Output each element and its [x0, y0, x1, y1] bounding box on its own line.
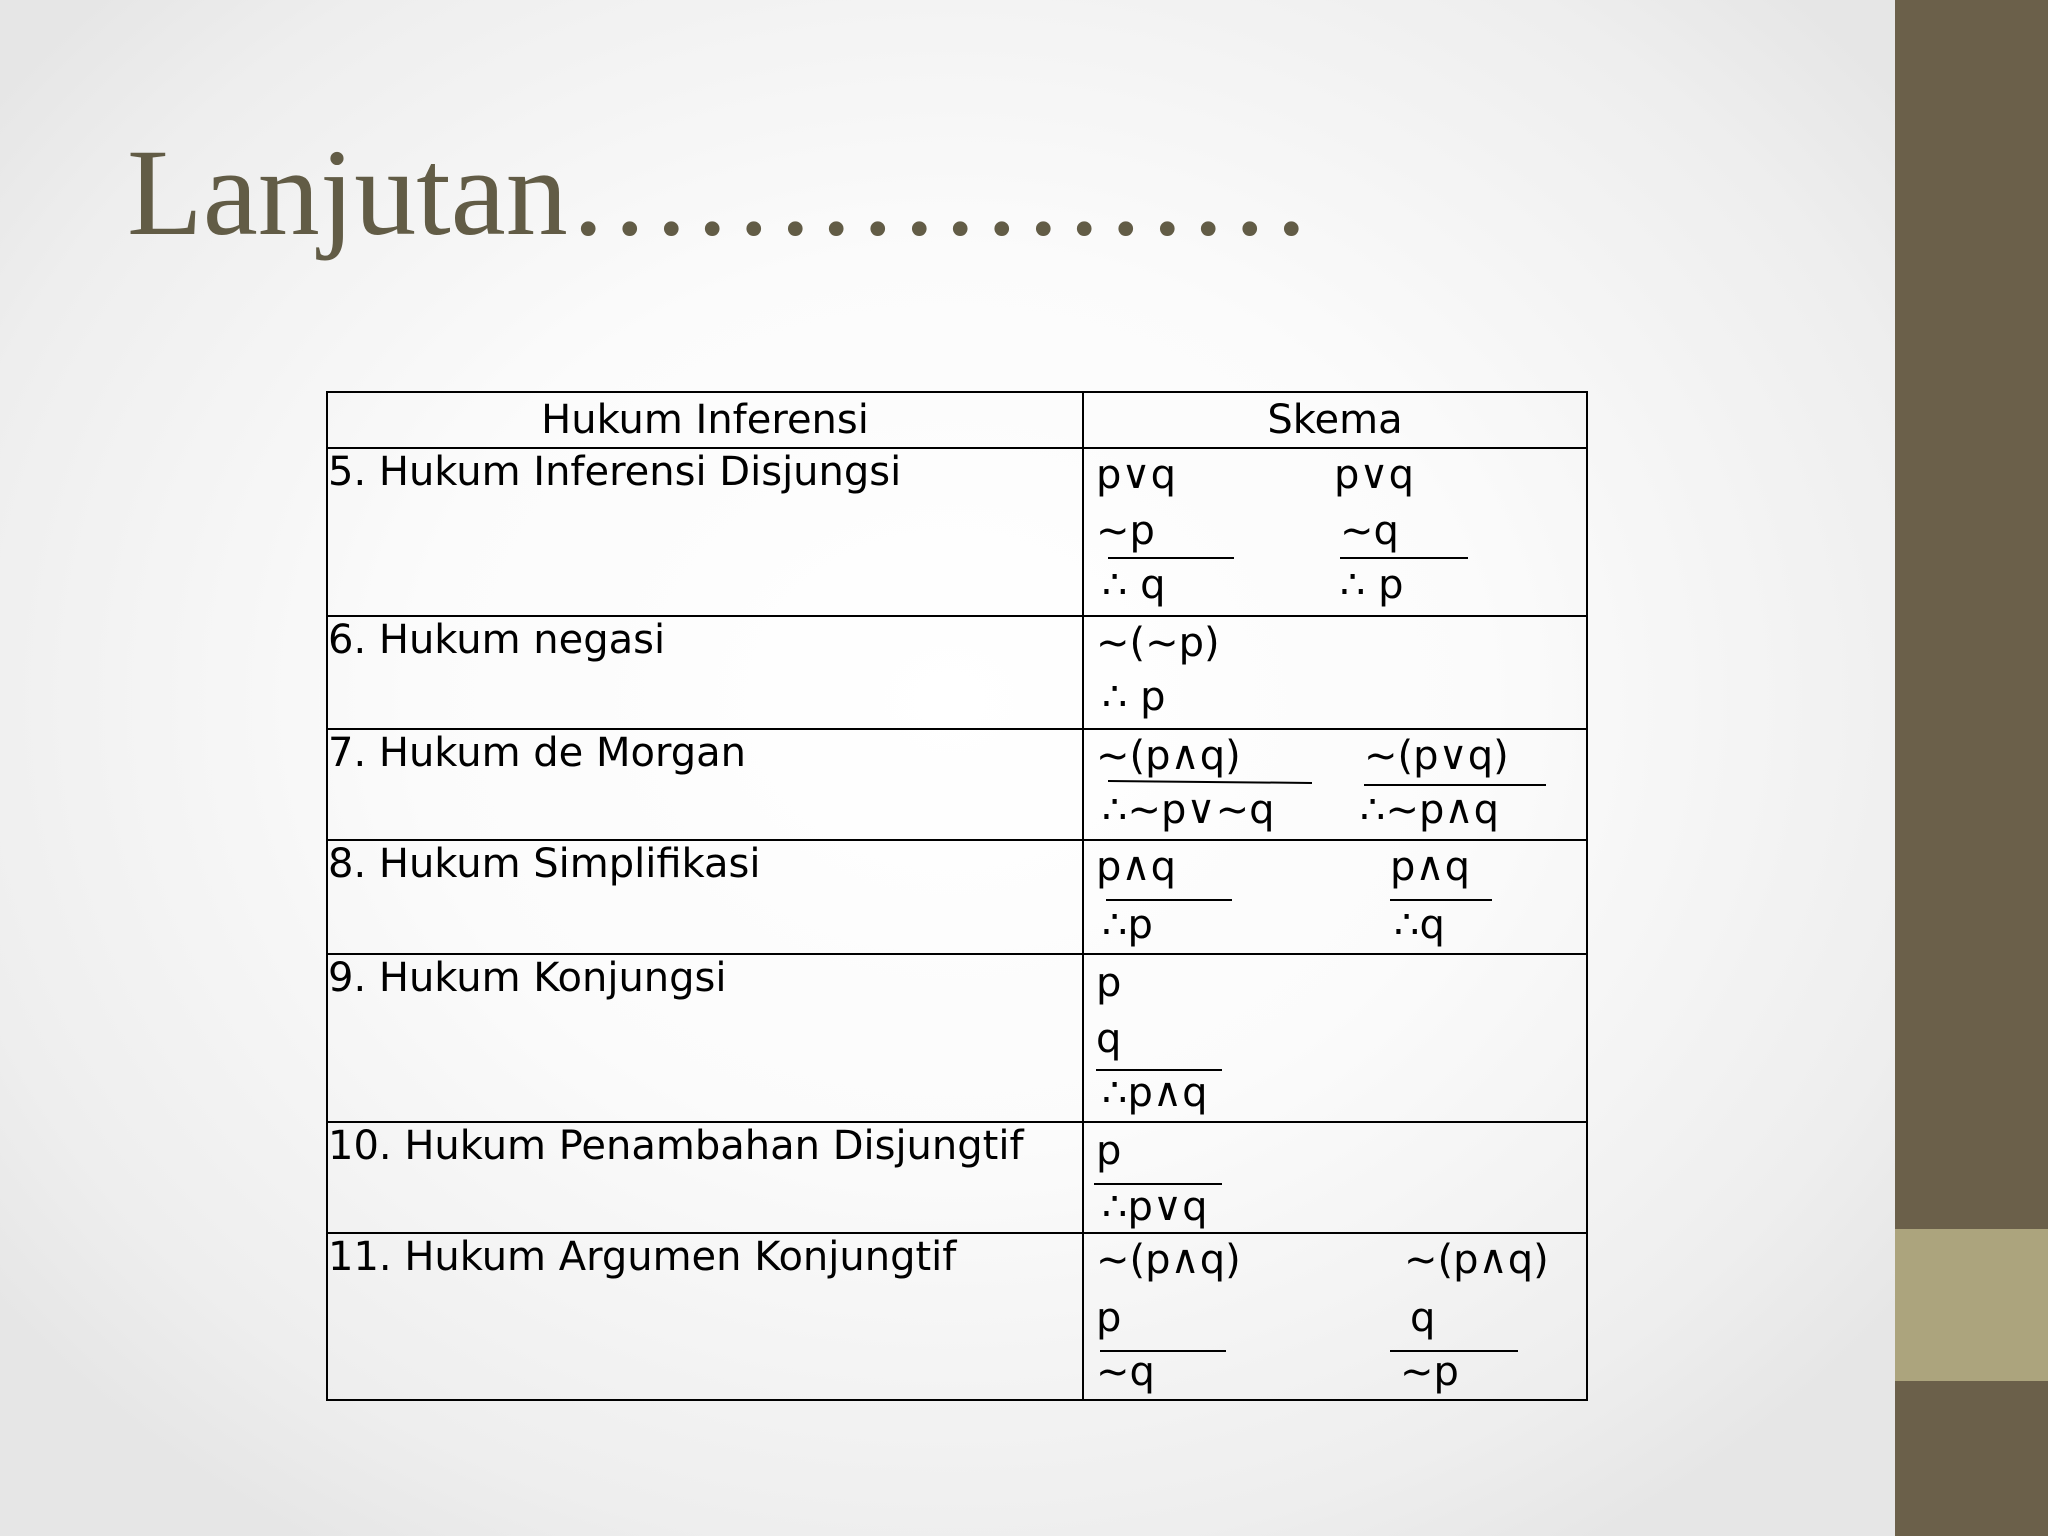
header-scheme: Skema [1083, 392, 1587, 448]
conclusion: ∴~p∨~q [1102, 787, 1275, 833]
premise: p [1096, 1295, 1122, 1341]
law-scheme [1083, 729, 1587, 840]
table-row [327, 840, 1587, 954]
conclusion: ∴ p [1102, 674, 1166, 720]
premise: ~(~p) [1096, 620, 1220, 666]
conclusion: ∴q [1394, 902, 1445, 948]
header-law: Hukum Inferensi [327, 392, 1083, 448]
law-scheme [1083, 616, 1587, 729]
table-row [327, 448, 1587, 616]
conclusion: ∴p [1102, 902, 1153, 948]
table-header-row [327, 392, 1587, 448]
premise: ~(p∨q) [1364, 733, 1509, 779]
inference-line [1340, 557, 1468, 559]
law-scheme [1083, 954, 1587, 1122]
law-name: 6. Hukum negasi [327, 616, 1083, 729]
premise: ~q [1340, 508, 1399, 554]
premise: q [1096, 1016, 1122, 1062]
table-row [327, 616, 1587, 729]
side-accent [1895, 1229, 2048, 1381]
premise: ~(p∧q) [1096, 733, 1241, 779]
inference-law-table [326, 391, 1588, 1401]
premise: p∧q [1390, 844, 1471, 890]
premise: p [1096, 960, 1122, 1006]
table-row [327, 729, 1587, 840]
law-name: 5. Hukum Inferensi Disjungsi [327, 448, 1083, 616]
slide-title: Lanjutan……………… [127, 124, 1312, 261]
conclusion: ∴ q [1102, 562, 1166, 608]
law-name: 7. Hukum de Morgan [327, 729, 1083, 840]
premise: ~(p∧q) [1096, 1237, 1241, 1283]
law-scheme [1083, 1122, 1587, 1233]
table-row [327, 1122, 1587, 1233]
conclusion: ~p [1400, 1349, 1459, 1395]
premise: p∨q [1096, 452, 1177, 498]
premise: p∧q [1096, 844, 1177, 890]
law-scheme [1083, 1233, 1587, 1400]
premise: p [1096, 1128, 1122, 1174]
conclusion: ∴ p [1340, 562, 1404, 608]
inference-line [1108, 780, 1312, 784]
law-name: 10. Hukum Penambahan Disjungtif [327, 1122, 1083, 1233]
law-scheme [1083, 840, 1587, 954]
law-scheme [1083, 448, 1587, 616]
conclusion: ∴~p∧q [1360, 787, 1500, 833]
conclusion: ~q [1096, 1349, 1155, 1395]
premise: ~p [1096, 508, 1155, 554]
conclusion: ∴p∧q [1102, 1070, 1208, 1116]
conclusion: ∴p∨q [1102, 1184, 1208, 1230]
table-row [327, 954, 1587, 1122]
inference-line [1108, 557, 1234, 559]
law-name: 11. Hukum Argumen Konjungtif [327, 1233, 1083, 1400]
premise: ~(p∧q) [1404, 1237, 1549, 1283]
table-row [327, 1233, 1587, 1400]
law-name: 9. Hukum Konjungsi [327, 954, 1083, 1122]
premise: q [1410, 1295, 1436, 1341]
law-name: 8. Hukum Simplifikasi [327, 840, 1083, 954]
premise: p∨q [1334, 452, 1415, 498]
